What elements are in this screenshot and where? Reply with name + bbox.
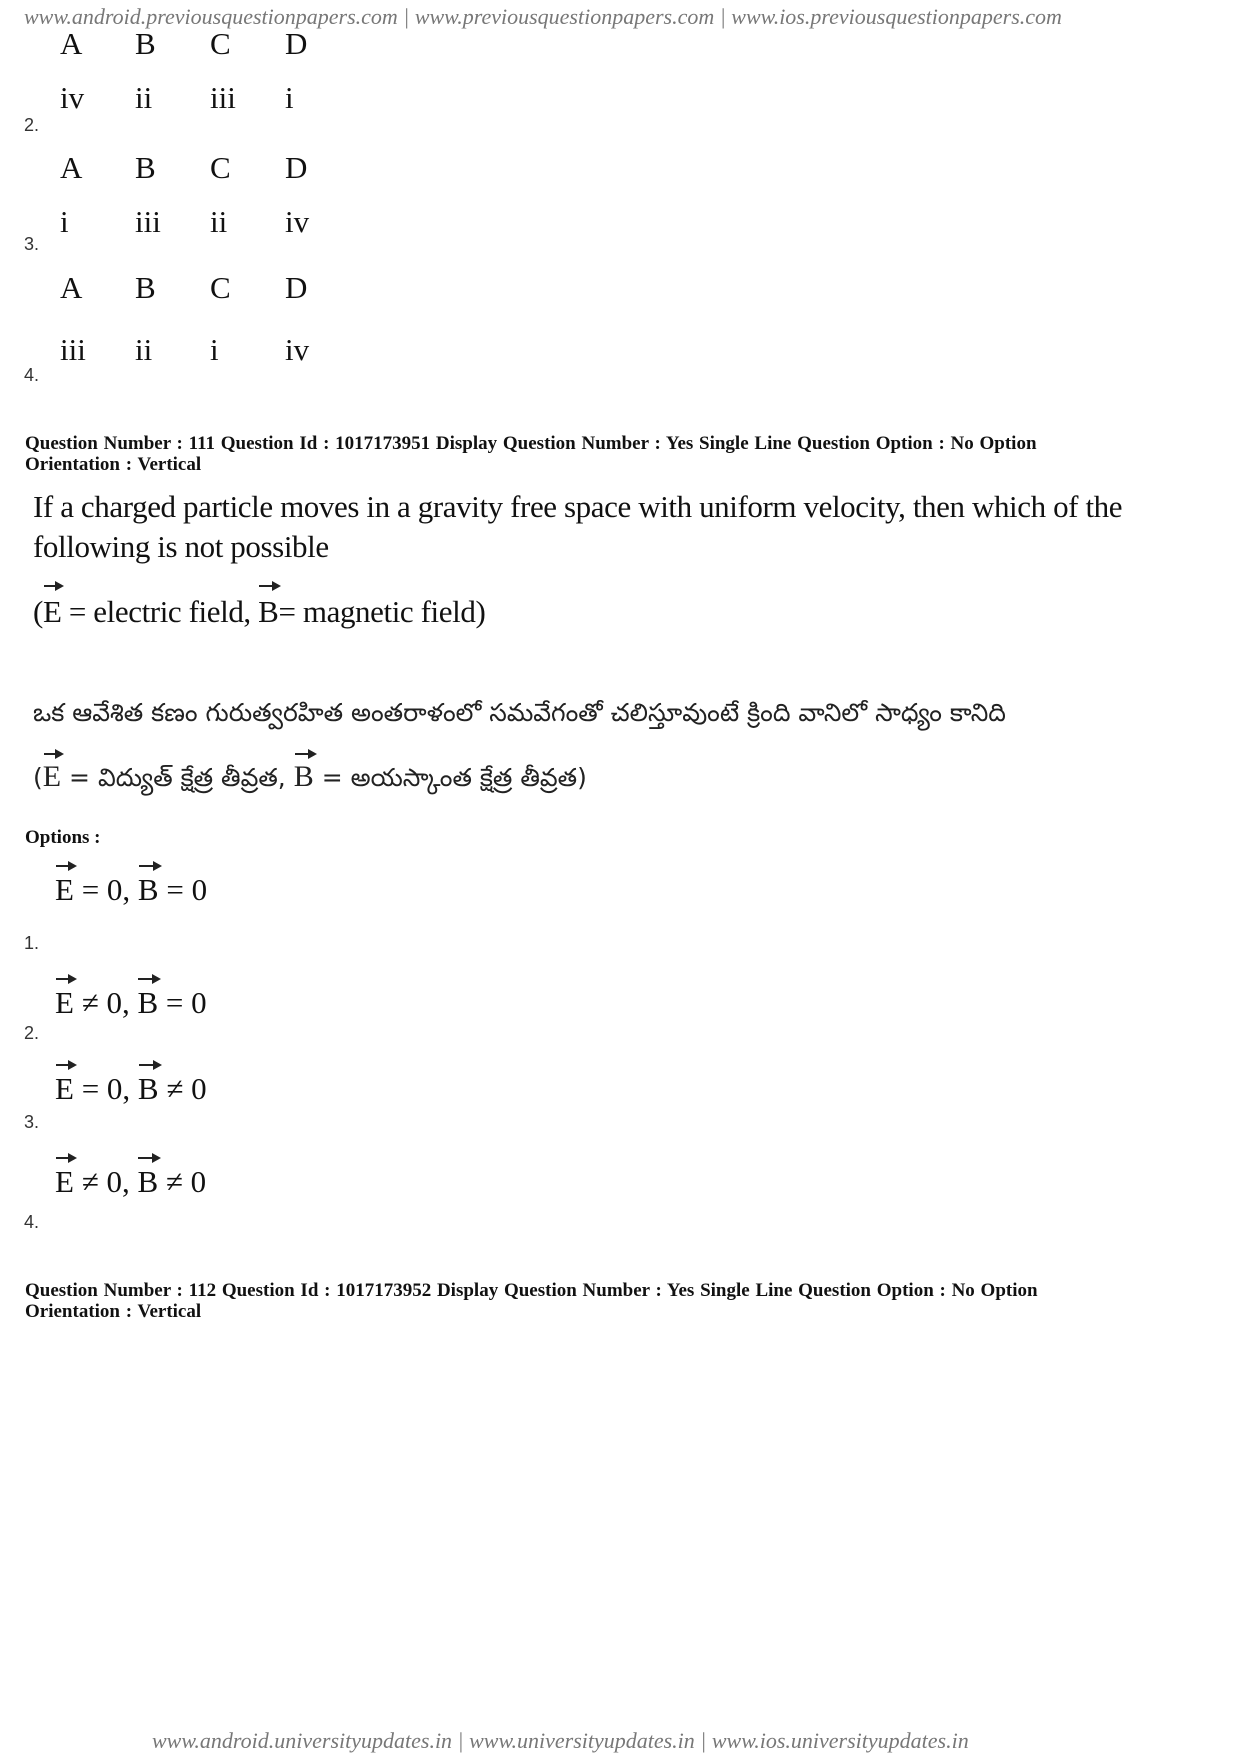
question-text-line: following is not possible (33, 529, 329, 564)
equation-relation: ≠ 0 (165, 1164, 207, 1199)
match-value: ii (135, 80, 153, 115)
option-equation (55, 1164, 206, 1200)
footer-url: www.android.universityupdates.in | www.universityupdates.in | www.ios.universityupdates.in (152, 1728, 969, 1753)
match-letter: A (60, 270, 83, 305)
question-text-line: If a charged particle moves in a gravity free space with uniform velocity, then which of the (33, 489, 1123, 524)
question-meta-line: Question Number : 111 Question Id : 1017173951 Display Question Number : Yes Single Line Question Option : No Option (25, 433, 1037, 454)
header-url: www.android.previousquestionpapers.com | www.previousquestionpapers.com | www.ios.previousquestionpapers.com (24, 4, 1062, 29)
magnetic-field-vector: B (137, 1071, 159, 1106)
legend-paren: ( (33, 594, 43, 629)
match-letter: D (285, 26, 308, 61)
equation-relation: ≠ 0, (81, 1164, 130, 1199)
match-value: iv (60, 80, 85, 115)
question-meta-line: Question Number : 112 Question Id : 1017173952 Display Question Number : Yes Single Line Question Option : No Option (25, 1280, 1038, 1301)
match-letter: D (285, 270, 308, 305)
match-value: i (60, 204, 69, 239)
match-value: ii (210, 204, 228, 239)
option-equation (55, 872, 207, 908)
question-text-english (33, 487, 1122, 567)
match-letter: B (135, 26, 156, 61)
magnetic-field-vector: B (293, 760, 314, 793)
legend-text: = అయస్కాంత క్షేత్ర తీవ్రత) (321, 763, 587, 792)
option-number: 3. (24, 1112, 40, 1132)
legend-text: = electric field, (68, 594, 251, 629)
match-letter: C (210, 26, 231, 61)
match-letter: B (135, 150, 156, 185)
equation-relation: = 0, (81, 1071, 131, 1106)
match-value: iii (60, 332, 86, 367)
electric-field-vector: E (42, 760, 62, 793)
option-number: 1. (24, 933, 40, 953)
match-value: i (285, 80, 294, 115)
option-equation (55, 985, 207, 1021)
option-number: 4. (24, 365, 40, 385)
legend-paren: ( (33, 763, 43, 792)
option-number: 3. (24, 234, 40, 254)
match-value: i (210, 332, 219, 367)
question-meta-line: Orientation : Vertical (25, 1301, 202, 1322)
match-letter: B (135, 270, 156, 305)
equation-relation: = 0 (166, 872, 208, 907)
equation-relation: = 0 (165, 985, 207, 1020)
match-letter: C (210, 150, 231, 185)
equation-relation: = 0, (81, 872, 131, 907)
option-number: 2. (24, 115, 40, 135)
legend-text: = magnetic field) (278, 594, 486, 629)
electric-field-vector: E (55, 1164, 74, 1199)
match-value: iv (285, 332, 310, 367)
legend-text: = విద్యుత్ క్షేత్ర తీవ్రత, (69, 763, 286, 792)
magnetic-field-vector: B (258, 592, 278, 632)
match-value: iii (135, 204, 161, 239)
magnetic-field-vector: B (137, 985, 159, 1020)
equation-relation: ≠ 0 (166, 1071, 207, 1106)
equation-relation: ≠ 0, (81, 985, 130, 1020)
match-letter: A (60, 150, 83, 185)
question-meta (25, 433, 1195, 475)
electric-field-vector: E (55, 1071, 74, 1106)
field-legend-english (33, 592, 485, 632)
question-meta (25, 1280, 1195, 1322)
match-letter: A (60, 26, 83, 61)
options-label: Options : (25, 827, 101, 848)
electric-field-vector: E (55, 872, 74, 907)
question-text-telugu: ఒక ఆవేశిత కణం గురుత్వరహిత అంతరాళంలో సమవేగంతో చలిస్తూవుంటే క్రింది వానిలో సాధ్యం కానిది (33, 698, 1006, 727)
match-letter: D (285, 150, 308, 185)
match-value: ii (135, 332, 153, 367)
electric-field-vector: E (43, 592, 62, 632)
magnetic-field-vector: B (137, 1164, 159, 1199)
option-number: 4. (24, 1212, 40, 1232)
option-number: 2. (24, 1023, 40, 1043)
magnetic-field-vector: B (137, 872, 159, 907)
match-value: iii (210, 80, 236, 115)
field-legend-telugu (33, 760, 587, 799)
match-value: iv (285, 204, 310, 239)
question-meta-line: Orientation : Vertical (25, 454, 202, 475)
electric-field-vector: E (55, 985, 74, 1020)
match-letter: C (210, 270, 231, 305)
option-equation (55, 1071, 207, 1107)
